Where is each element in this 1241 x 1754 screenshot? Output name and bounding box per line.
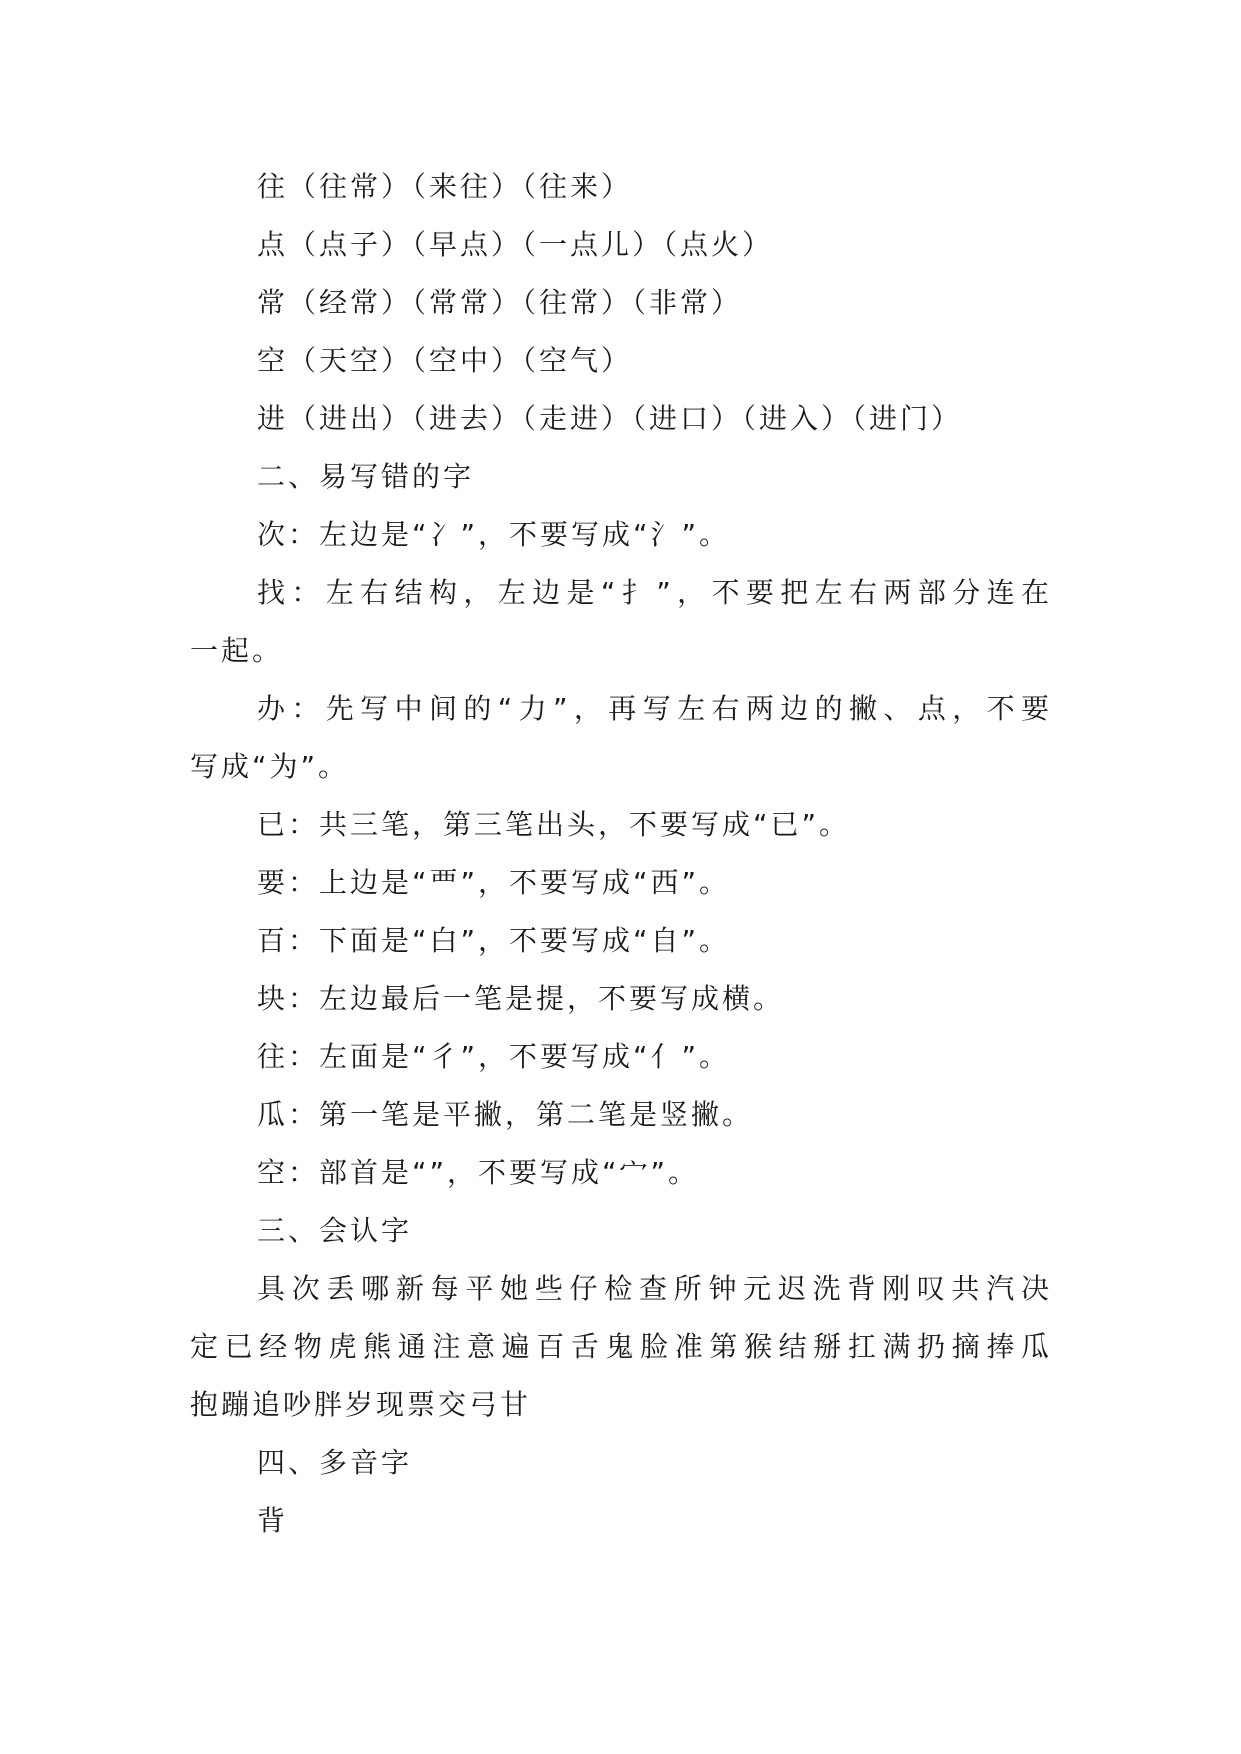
text-line: 背: [257, 1504, 289, 1537]
text-line: 块：左边最后一笔是提，不要写成横。: [257, 982, 785, 1015]
text-line: 点（点子）（早点）（一点儿）（点火）: [257, 228, 774, 261]
text-line: 找：左右结构，左边是“扌”，不要把左右两部分连在: [257, 576, 1052, 609]
text-line: 空：部首是“”，不要写成“宀”。: [257, 1156, 700, 1189]
text-line: 往（往常）（来往）（往来）: [257, 170, 633, 203]
text-line: 要：上边是“覀”，不要写成“西”。: [257, 866, 731, 899]
text-line: 已：共三笔，第三笔出头，不要写成“已”。: [257, 808, 851, 841]
text-line: 定已经物虎熊通注意遍百舌鬼脸准第猴结掰扛满扔摘捧瓜: [190, 1330, 1052, 1363]
text-line: 二、易写错的字: [257, 460, 475, 493]
text-line: 次：左边是“冫”，不要写成“氵”。: [257, 518, 731, 551]
text-line: 瓜：第一笔是平撇，第二笔是竖撇。: [257, 1098, 754, 1131]
text-line: 常（经常）（常常）（往常）（非常）: [257, 286, 743, 319]
document-body: [190, 158, 1052, 1550]
text-line: 一起。: [190, 634, 284, 667]
text-line: 空（天空）（空中）（空气）: [257, 344, 633, 377]
text-line: 四、多音字: [257, 1446, 413, 1479]
text-line: 办：先写中间的“力”，再写左右两边的撇、点，不要: [257, 692, 1052, 725]
text-line: 三、会认字: [257, 1214, 413, 1247]
text-line: 抱蹦追吵胖岁现票交弓甘: [190, 1388, 532, 1421]
text-line: 具次丢哪新每平她些仔检查所钟元迟洗背刚叹共汽决: [257, 1272, 1052, 1305]
text-line: 进（进出）（进去）（走进）（进口）（进入）（进门）: [257, 402, 963, 435]
text-line: 百：下面是“白”，不要写成“自”。: [257, 924, 731, 957]
text-line: 写成“为”。: [190, 750, 350, 783]
text-line: 往：左面是“彳”，不要写成“亻”。: [257, 1040, 731, 1073]
